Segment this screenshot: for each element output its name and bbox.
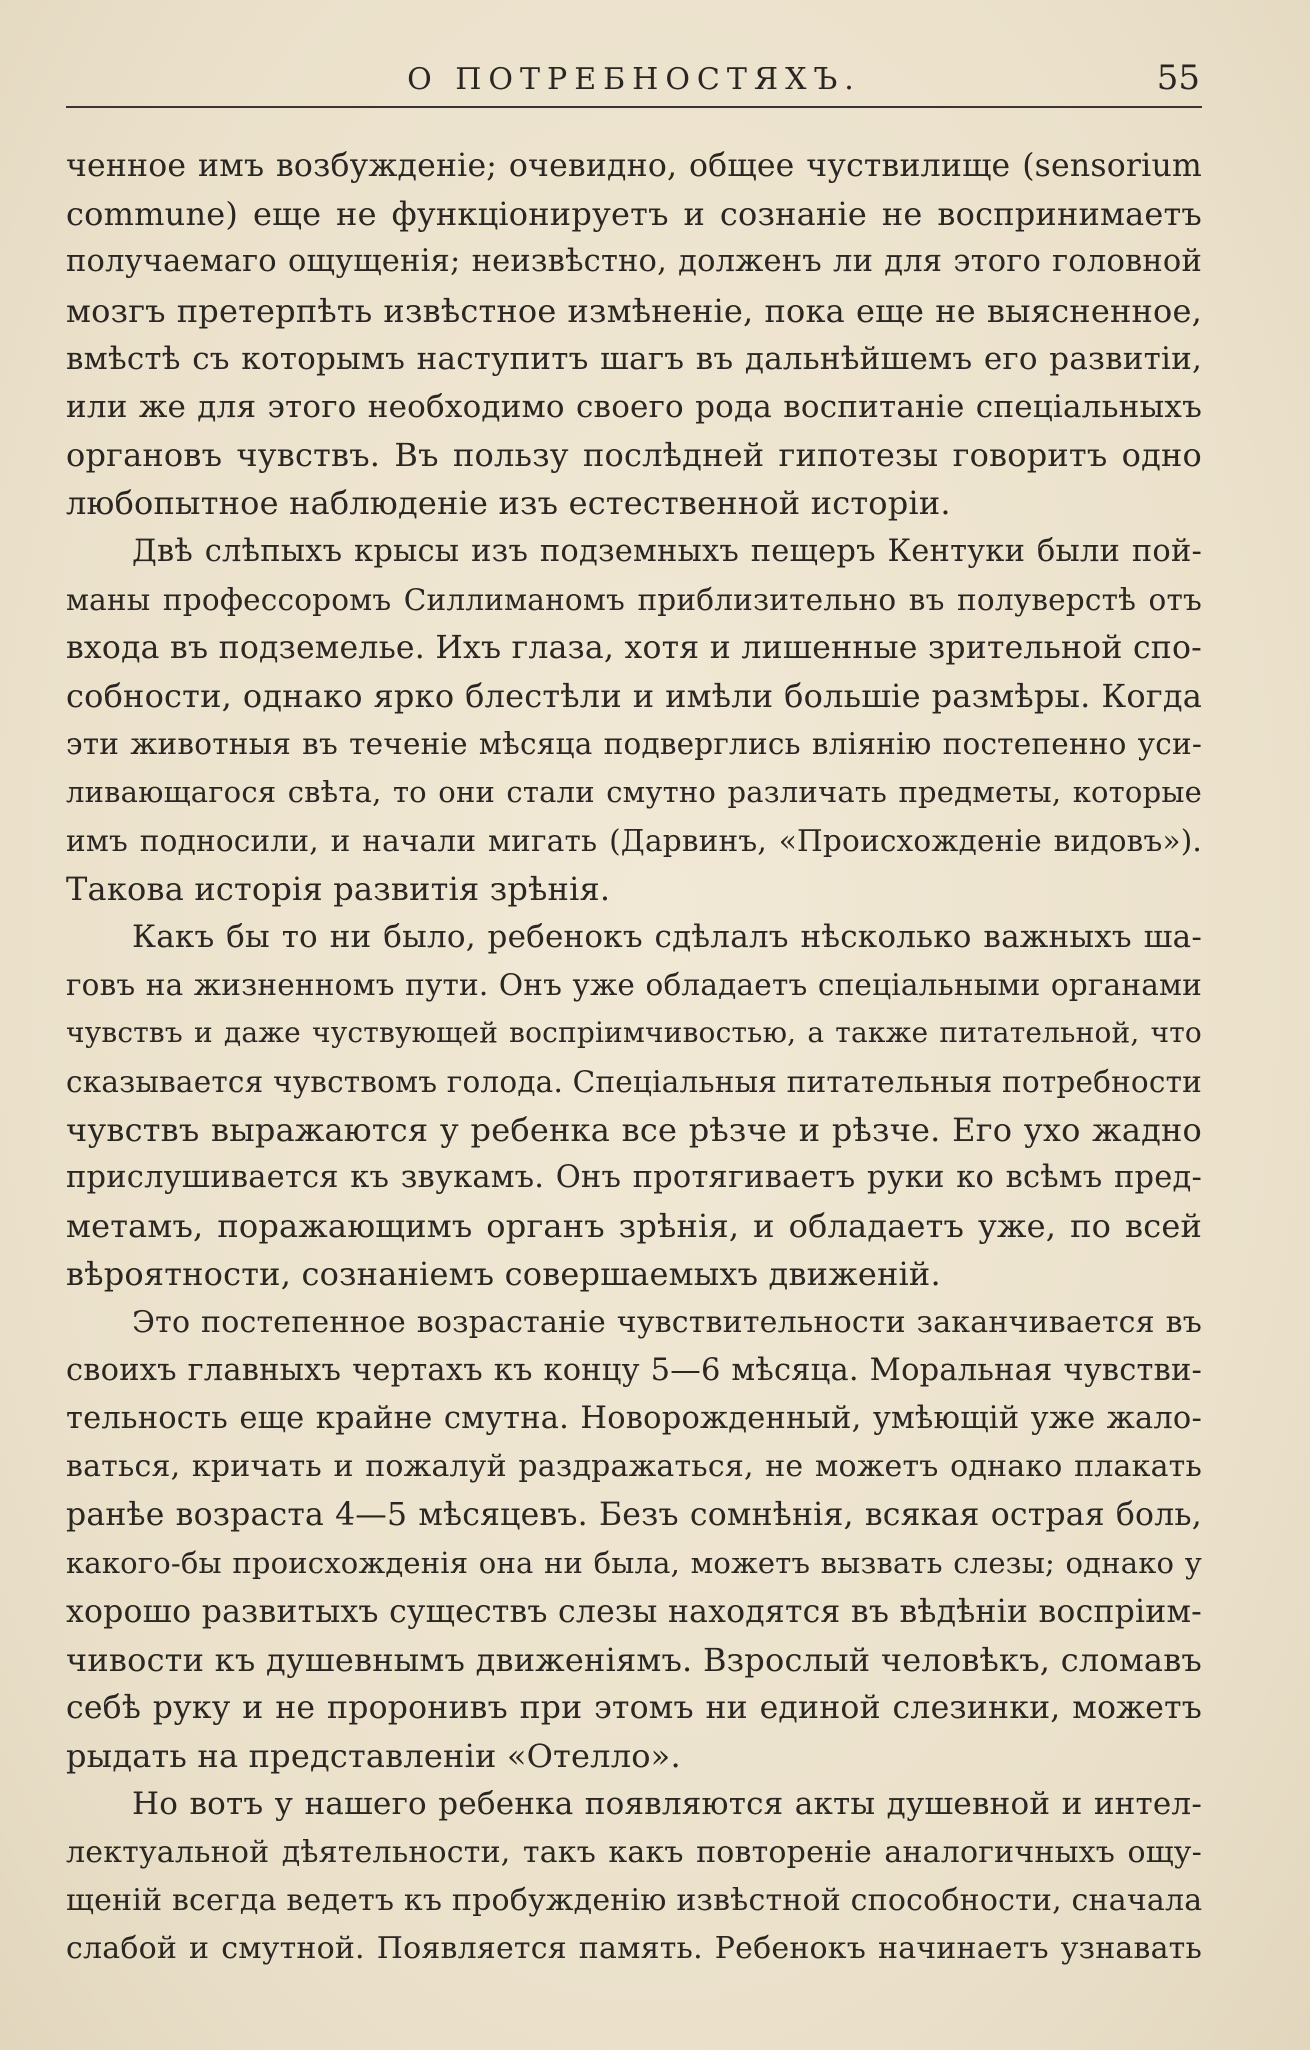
text-line: сказывается чувствомъ голода. Спеціальныя питательныя потребности [66,1064,1202,1099]
text-line: получаемаго ощущенія; неизвѣстно, долженъ ли для этого головной [66,244,1202,280]
text-line: ранѣе возраста 4—5 мѣсяцевъ. Безъ сомнѣнія, всякая острая боль, [66,1497,1202,1534]
text-line: входа въ подземелье. Ихъ глаза, хотя и лишенные зрительной спо- [66,629,1202,666]
text-line: мозгъ претерпѣть извѣстное измѣненіе, пока еще не выясненное, [66,291,1202,330]
text-line: своихъ главныхъ чертахъ къ концу 5—6 мѣсяца. Моральная чувстви- [66,1352,1202,1388]
text-line: или же для этого необходимо своего рода воспитаніе спеціальныхъ [66,388,1202,425]
text-line: ченное имъ возбужденіе; очевидно, общее чуствилище (sensorium [66,148,1202,184]
text-line: прислушивается къ звукамъ. Онъ протягиваетъ руки ко всѣмъ пред- [66,1159,1202,1195]
page-number: 55 [1156,58,1200,98]
text-line: себѣ руку и не проронивъ при этомъ ни единой слезинки, можетъ [66,1690,1202,1726]
text-line: маны профессоромъ Силлиманомъ приблизительно въ полуверстѣ отъ [66,582,1202,617]
text-line: ливающагося свѣта, то они стали смутно различать предметы, которые [66,775,1202,810]
body-text [66,142,1202,1973]
text-line: Но вотъ у нашего ребенка появляются акты душевной и интел- [132,1786,1202,1823]
text-line: лектуальной дѣятельности, такъ какъ повтореніе аналогичныхъ ощу- [66,1834,1202,1870]
text-line: любопытное наблюденіе изъ естественной исторіи. [66,484,951,523]
text-line: вѣроятности, сознаніемъ совершаемыхъ движеній. [66,1255,941,1294]
text-line: вмѣстѣ съ которымъ наступитъ шагъ въ дальнѣйшемъ его развитіи, [66,340,1202,377]
text-line: метамъ, поражающимъ органъ зрѣнія, и обладаетъ уже, по всей [66,1207,1202,1246]
text-line: щеній всегда ведетъ къ пробужденію извѣстной способности, сначала [66,1882,1203,1918]
text-line: чивости къ душевнымъ движеніямъ. Взрослый человѣкъ, сломавъ [66,1640,1202,1679]
text-line: Это постепенное возрастаніе чувствительности заканчивается въ [132,1304,1202,1340]
text-line: Такова исторія развитія зрѣнія. [66,869,611,908]
text-line: тельность еще крайне смутна. Новорожденный, умѣющій уже жало- [66,1400,1202,1436]
text-line: говъ на жизненномъ пути. Онъ уже обладаетъ спеціальными органами [66,968,1202,1003]
text-line: Какъ бы то ни было, ребенокъ сдѣлалъ нѣсколько важныхъ ша- [132,919,1202,955]
page-header [66,58,1202,108]
paragraph [66,528,1202,914]
text-line: эти животныя въ теченіе мѣсяца подверглись вліянію постепенно уси- [66,727,1202,762]
text-line: имъ подносили, и начали мигать (Дарвинъ, «Происхожденіе видовъ»). [66,823,1202,858]
text-line: органовъ чувствъ. Въ пользу послѣдней гипотезы говоритъ одно [66,436,1202,475]
text-line: какого-бы происхожденія она ни была, можетъ вызвать слезы; однако у [66,1546,1202,1581]
running-title: О ПОТРЕБНОСТЯХЪ. [407,62,861,97]
text-line: Двѣ слѣпыхъ крысы изъ подземныхъ пещеръ Кентуки были пой- [132,533,1202,569]
text-line: собности, однако ярко блестѣли и имѣли большіе размѣры. Когда [66,677,1202,716]
paragraph [66,913,1202,1299]
paragraph [66,1780,1202,1973]
paragraph [66,142,1202,528]
paragraph [66,1299,1202,1781]
text-line: хорошо развитыхъ существъ слезы находятся въ вѣдѣніи воспріим- [66,1593,1202,1630]
text-line: чувствъ выражаются у ребенка все рѣзче и рѣзче. Его ухо жадно [66,1110,1202,1149]
text-line: ваться, кричать и пожалуй раздражаться, не можетъ однако плакать [66,1449,1202,1485]
text-line: слабой и смутной. Появляется память. Ребенокъ начинаетъ узнавать [66,1930,1202,1966]
text-line: чувствъ и даже чуствующей воспріимчивостью, а также питательной, что [66,1016,1202,1050]
text-line: commune) еще не функціонируетъ и сознаніе не воспринимаетъ [66,195,1202,234]
text-line: рыдать на представленіи «Отелло». [66,1737,681,1776]
